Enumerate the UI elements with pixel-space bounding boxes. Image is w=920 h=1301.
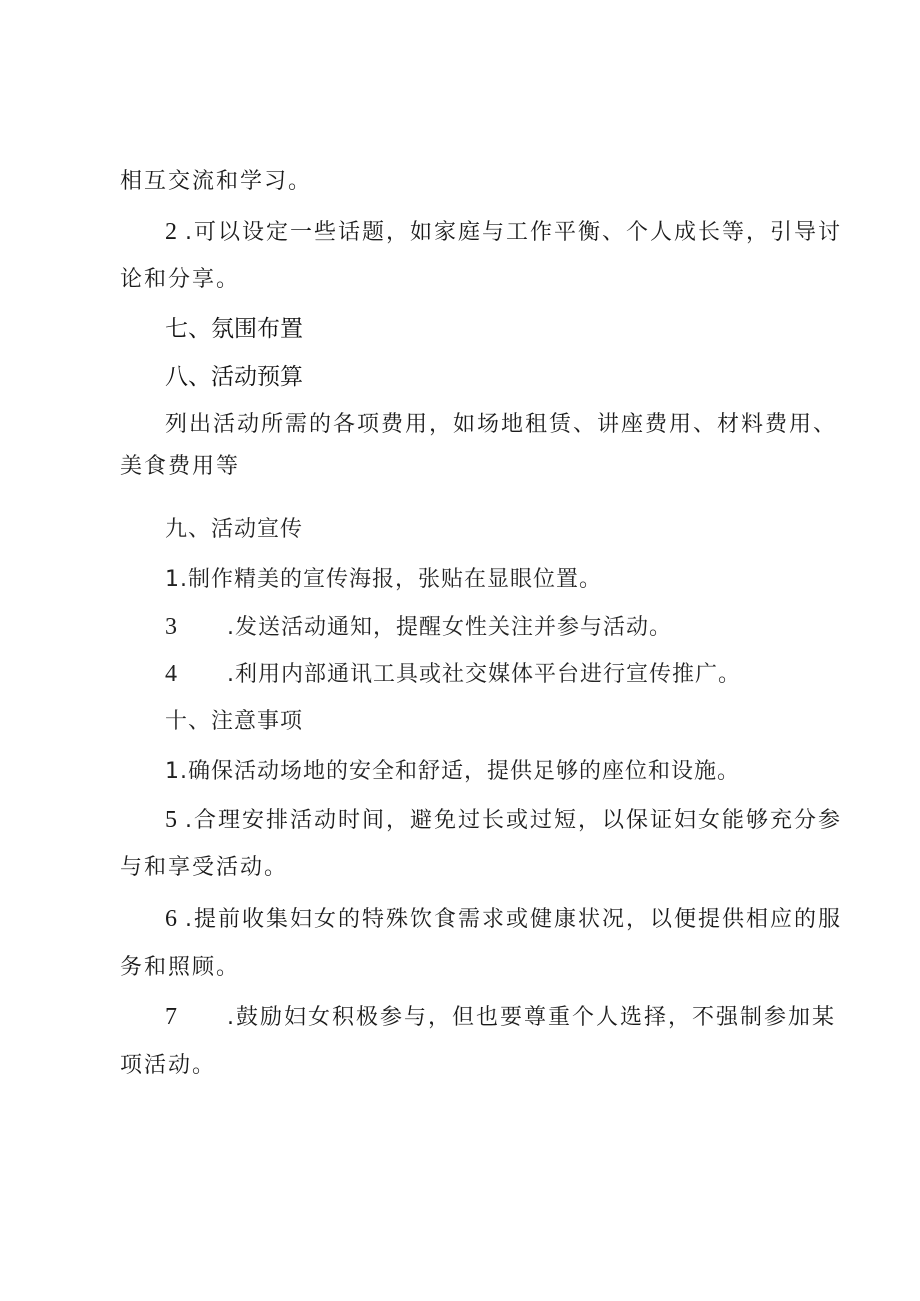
line-text: 列出活动所需的各项费用，如场地租赁、讲座费用、材料费用、	[165, 412, 838, 437]
paragraph-line	[165, 410, 865, 440]
line-text: 务和照顾。	[120, 955, 241, 980]
line-text: .提前收集妇女的特殊饮食需求或健康状况，以便提供相应的服	[185, 907, 842, 932]
line-text: 美食费用等	[120, 454, 241, 479]
line-text: .发送活动通知，提醒女性关注并参与活动。	[227, 615, 672, 640]
list-number: 6	[165, 906, 177, 932]
line-text: 相互交流和学习。	[120, 169, 313, 194]
list-number: 5	[165, 807, 177, 833]
list-item-line	[165, 217, 865, 248]
list-item-line	[165, 805, 865, 836]
paragraph-line	[120, 953, 820, 983]
list-item-line	[165, 1002, 865, 1033]
heading-text: 八、活动预算	[165, 364, 303, 390]
line-text: 论和分享。	[120, 267, 241, 292]
paragraph-line	[120, 1051, 820, 1081]
heading-text: 十、注意事项	[165, 709, 304, 734]
list-item-line	[165, 904, 865, 935]
line-text: 项活动。	[120, 1053, 217, 1078]
list-item-line	[165, 659, 865, 690]
list-number: 3	[165, 614, 177, 640]
line-text: .利用内部通讯工具或社交媒体平台进行宣传推广。	[227, 662, 741, 687]
section-heading	[165, 707, 865, 737]
paragraph-line	[120, 853, 820, 883]
paragraph-line	[120, 265, 820, 295]
section-heading	[165, 515, 865, 545]
line-text: 与和享受活动。	[120, 855, 289, 880]
list-number: 2	[165, 219, 177, 245]
list-item-line	[165, 757, 865, 787]
section-heading	[165, 362, 865, 392]
section-heading	[165, 314, 865, 344]
paragraph-line	[120, 167, 820, 197]
line-text: 1.确保活动场地的安全和舒适，提供足够的座位和设施。	[165, 759, 740, 784]
line-text: .可以设定一些话题，如家庭与工作平衡、个人成长等，引导讨	[185, 220, 842, 245]
list-item-line	[165, 612, 865, 643]
line-text: .合理安排活动时间，避免过长或过短，以保证妇女能够充分参	[185, 808, 842, 833]
line-text: 1.制作精美的宣传海报，张贴在显眼位置。	[165, 567, 602, 592]
line-text: .鼓励妇女积极参与，但也要尊重个人选择，不强制参加某	[227, 1005, 836, 1030]
list-number: 4	[165, 661, 177, 687]
list-item-line	[165, 565, 865, 595]
paragraph-line	[120, 452, 820, 482]
heading-text: 七、氛围布置	[165, 316, 303, 342]
list-number: 7	[165, 1004, 177, 1030]
heading-text: 九、活动宣传	[165, 517, 304, 542]
